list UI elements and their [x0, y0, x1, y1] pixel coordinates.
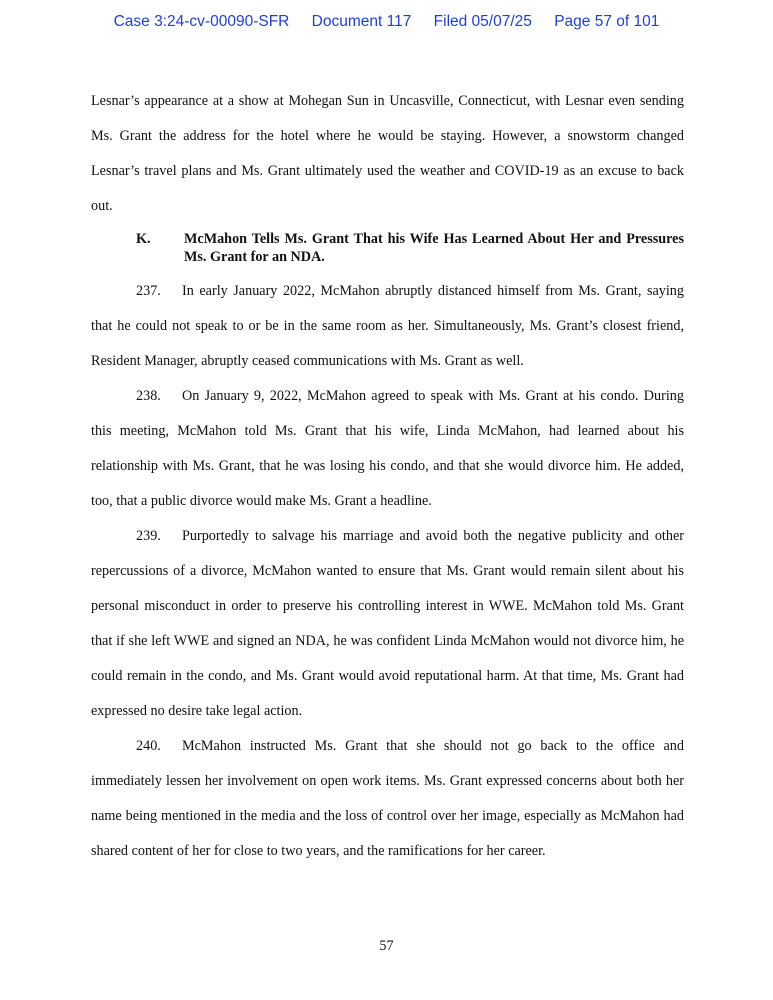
section-letter: K.	[136, 231, 151, 247]
paragraph-239	[91, 519, 684, 729]
continued-paragraph	[91, 84, 684, 224]
filed-date: Filed 05/07/25	[433, 13, 532, 30]
paragraph-text: Purportedly to salvage his marriage and avoid both the negative publicity and other repercussions of a divorce, McMahon wanted to ensure that Ms. Grant would remain silent about his personal misconduct in order to preserve his controlling interest in WWE. McMahon told Ms. Grant that if she left WWE and signed an NDA, he was confident Linda McMahon would not divorce him, he could remain in the condo, and Ms. Grant would avoid reputational harm. At that time, Ms. Grant had expressed no desire take legal action.	[91, 528, 684, 719]
paragraph-number: 237.	[136, 283, 161, 299]
paragraph-237	[91, 274, 684, 379]
paragraph-238	[91, 379, 684, 519]
continued-paragraph-text: Lesnar’s appearance at a show at Mohegan Sun in Uncasville, Connecticut, with Lesnar even sending Ms. Grant the address for the hotel where he would be staying. However, a snowstorm changed Lesnar’s travel plans and Ms. Grant ultimately used the weather and COVID-19 as an excuse to back out.	[91, 93, 684, 214]
case-number: Case 3:24-cv-00090-SFR	[113, 13, 290, 30]
paragraph-text: In early January 2022, McMahon abruptly distanced himself from Ms. Grant, saying that he could not speak to or be in the same room as her. Simultaneously, Ms. Grant’s closest friend, Resident Manager, abruptly ceased communications with Ms. Grant as well.	[91, 283, 684, 369]
document-number: Document 117	[311, 13, 412, 30]
page-number: 57	[379, 938, 394, 954]
paragraph-text: On January 9, 2022, McMahon agreed to speak with Ms. Grant at his condo. During this meeting, McMahon told Ms. Grant that his wife, Linda McMahon, had learned about his relationship with Ms. Grant, that he was losing his condo, and that she would divorce him. He added, too, that a public divorce would make Ms. Grant a headline.	[91, 388, 684, 509]
ecf-header	[0, 13, 773, 31]
paragraph-240	[91, 729, 684, 869]
section-title: McMahon Tells Ms. Grant That his Wife Has Learned About Her and Pressures Ms. Grant for an NDA.	[184, 231, 684, 265]
paragraph-number: 239.	[136, 528, 161, 544]
paragraph-number: 240.	[136, 738, 161, 754]
paragraph-text: McMahon instructed Ms. Grant that she should not go back to the office and immediately lessen her involvement on open work items. Ms. Grant expressed concerns about both her name being mentioned in the media and the loss of control over her image, especially as McMahon had shared content of her for close to two years, and the ramifications for her career.	[91, 738, 684, 859]
paragraph-number: 238.	[136, 388, 161, 404]
page-counter: Page 57 of 101	[554, 13, 660, 30]
section-heading	[136, 230, 684, 266]
